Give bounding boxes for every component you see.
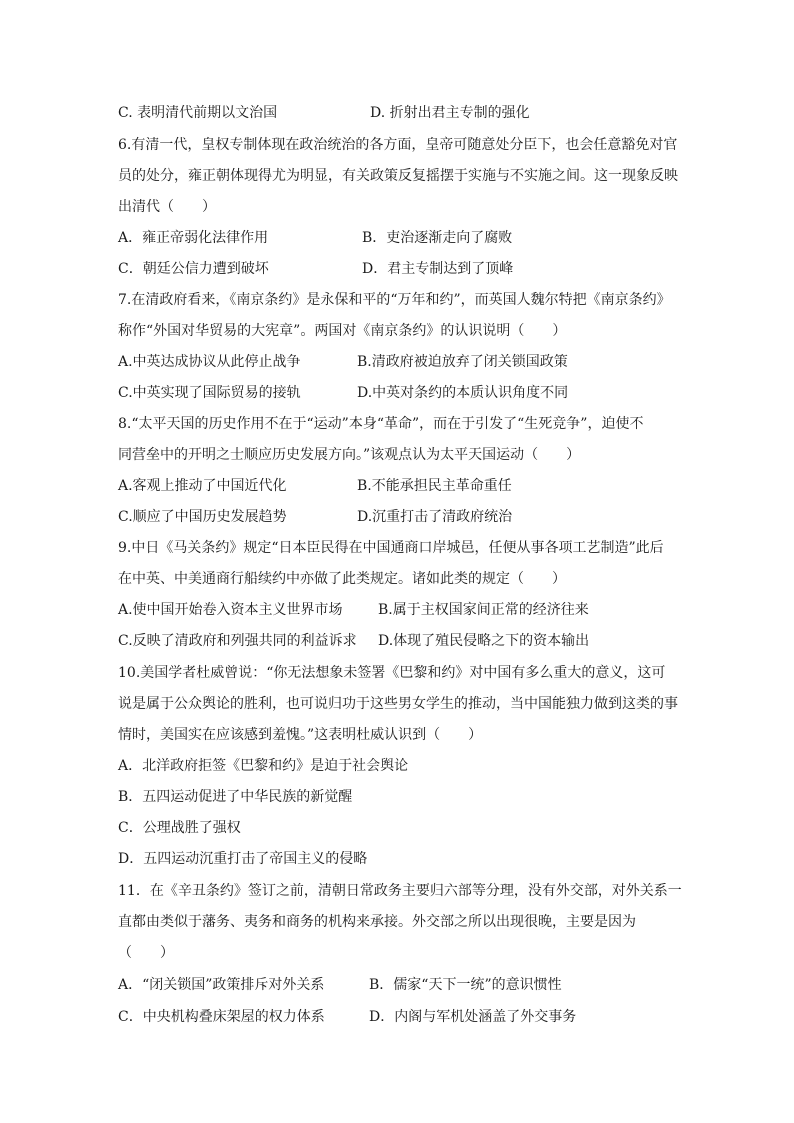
q6-option-d: D．君主专制达到了顶峰 bbox=[362, 261, 514, 277]
q9-stem-line-1: 9.中日《马关条约》规定“日本臣民得在中国通商口岸城邑，任便从事各项工艺制造”此后 bbox=[118, 540, 664, 556]
q8-option-c: C.顺应了中国历史发展趋势 bbox=[118, 509, 287, 525]
q10-option-b: B．五四运动促进了中华民族的新觉醒 bbox=[118, 789, 353, 805]
q8-option-a: A.客观上推动了中国近代化 bbox=[118, 478, 287, 494]
q6-option-c: C．朝廷公信力遭到破坏 bbox=[118, 261, 269, 277]
q6-stem-line-3: 出清代（ ） bbox=[118, 199, 216, 215]
q9-stem-line-2: 在中英、中美通商行船续约中亦做了此类规定。诸如此类的规定（ ） bbox=[118, 571, 566, 587]
q8-stem-line-1: 8.“太平天国的历史作用不在于“运动”本身“革命”，而在于引发了“生死竞争”，迫使不 bbox=[118, 416, 644, 432]
q11-stem-line-2: 直都由类似于藩务、夷务和商务的机构来承接。外交部之所以出现很晚，主要是因为 bbox=[118, 914, 636, 930]
q6-stem-line-2: 员的处分，雍正朝体现得尤为明显，有关政策反复摇摆于实施与不实施之间。这一现象反映 bbox=[118, 168, 678, 184]
q7-option-c: C.中英实现了国际贸易的接轨 bbox=[118, 385, 301, 401]
q11-stem-line-3: （ ） bbox=[118, 945, 174, 961]
q11-option-b: B．儒家“天下一统”的意识惯性 bbox=[369, 977, 562, 993]
q10-stem-line-2: 说是属于公众舆论的胜利，也可说归功于这些男女学生的推动，当中国能独力做到这类的事 bbox=[118, 696, 678, 712]
q9-option-b: B.属于主权国家间正常的经济往来 bbox=[378, 602, 589, 618]
q6-stem-line-1: 6.有清一代，皇权专制体现在政治统治的各方面，皇帝可随意处分臣下，也会任意豁免对官 bbox=[118, 137, 678, 153]
q11-option-c: C．中央机构叠床架屋的权力体系 bbox=[118, 1009, 325, 1025]
q9-option-a: A.使中国开始卷入资本主义世界市场 bbox=[118, 602, 343, 618]
q7-option-b: B.清政府被迫放弃了闭关锁国政策 bbox=[357, 354, 568, 370]
q10-option-c: C．公理战胜了强权 bbox=[118, 820, 241, 836]
q11-option-d: D．内阁与军机处涵盖了外交事务 bbox=[369, 1009, 577, 1025]
q10-option-a: A．北洋政府拒签《巴黎和约》是迫于社会舆论 bbox=[118, 758, 409, 774]
q8-option-d: D.沉重打击了清政府统治 bbox=[357, 509, 513, 525]
q11-option-a: A．“闭关锁国”政策排斥对外关系 bbox=[118, 977, 325, 993]
q9-option-c: C.反映了清政府和列强共同的利益诉求 bbox=[118, 633, 357, 649]
q6-option-a: A．雍正帝弱化法律作用 bbox=[118, 230, 269, 246]
q11-stem-line-1: 11．在《辛丑条约》签订之前，清朝日常政务主要归六部等分理，没有外交部，对外关系一 bbox=[118, 883, 682, 899]
q10-stem-line-1: 10.美国学者杜威曾说：“你无法想象未签署《巴黎和约》对中国有多么重大的意义，这可 bbox=[118, 665, 666, 681]
q7-stem-line-2: 称作“外国对华贸易的大宪章”。两国对《南京条约》的认识说明（ ） bbox=[118, 323, 567, 339]
q5-option-c: C. 表明清代前期以文治国 bbox=[118, 105, 278, 121]
q8-stem-line-2: 同营垒中的开明之士顺应历史发展方向。”该观点认为太平天国运动（ ） bbox=[118, 447, 581, 463]
q7-option-a: A.中英达成协议从此停止战争 bbox=[118, 354, 301, 370]
q8-option-b: B.不能承担民主革命重任 bbox=[357, 478, 512, 494]
q9-option-d: D.体现了殖民侵略之下的资本输出 bbox=[378, 633, 590, 649]
q7-stem-line-1: 7.在清政府看来，《南京条约》是永保和平的“万年和约”，而英国人魏尔特把《南京条约》 bbox=[118, 292, 671, 308]
q10-option-d: D．五四运动沉重打击了帝国主义的侵略 bbox=[118, 851, 368, 867]
q6-option-b: B．吏治逐渐走向了腐败 bbox=[362, 230, 513, 246]
q7-option-d: D.中英对条约的本质认识角度不同 bbox=[357, 385, 569, 401]
q5-option-d: D. 折射出君主专制的强化 bbox=[370, 105, 530, 121]
q10-stem-line-3: 情时，美国实在应该感到羞愧。”这表明杜威认识到（ ） bbox=[118, 727, 483, 743]
